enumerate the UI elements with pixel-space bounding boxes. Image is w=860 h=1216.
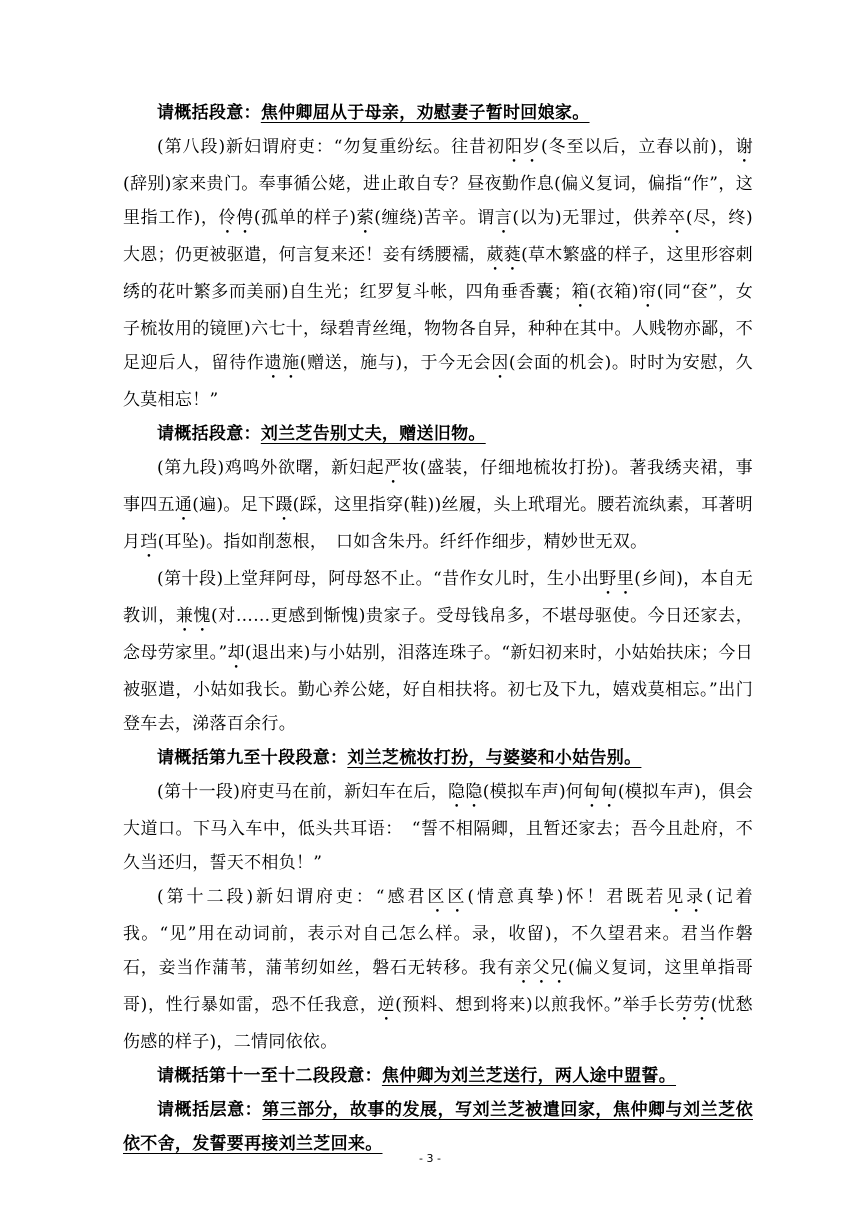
text-run: (辞别)家来贵门。奉事循公姥，进止敢自专？昼夜勤作息(偏义复词，偏指“作”，这里指工作)， xyxy=(123,174,753,228)
annotated-word: 见录 xyxy=(666,887,707,907)
text-run: (会面的机会)。时时为安慰，久久莫相忘！” xyxy=(123,353,753,410)
annotated-word: 卒 xyxy=(668,208,686,228)
text-run: (退出来)与小姑别，泪落连珠子。“新妇初来时，小姑始扶床；今日被驱遣，小姑如我长。勤心养公姥，好自相扶将。初七及下九，嬉戏莫相忘。”出门登车去，涕落百余行。 xyxy=(123,643,753,734)
text-run: (缠绕)苦辛。谓 xyxy=(374,208,495,228)
annotated-word: 因 xyxy=(491,353,509,373)
text-paragraph-section-10 xyxy=(123,562,753,741)
annotated-word: 言 xyxy=(494,208,513,228)
annotated-word: 劳劳 xyxy=(675,995,711,1015)
annotated-word: 野里 xyxy=(599,569,635,589)
text-run: 妆(盛装，仔细地梳妆打扮)。著我绣夹裙，事事四五 xyxy=(123,458,753,515)
prompt-answer: 焦仲卿为刘兰芝送行，两人途中盟誓。 xyxy=(381,1066,677,1086)
text-run: (记着我。“见”用在动词前，表示对自己怎么样。录，收留)，不久望君来。君当作磐石，妾当作蒲苇，蒲苇纫如丝，磐石无转移。我有 xyxy=(123,887,753,978)
summary-prompt xyxy=(123,417,753,451)
annotated-word: 隐隐 xyxy=(448,782,483,802)
annotated-word: 逆 xyxy=(377,995,396,1015)
summary-prompt xyxy=(123,1059,753,1093)
text-run: (乡间)，本自无教训， xyxy=(123,569,753,626)
annotated-word: 通 xyxy=(174,495,193,515)
annotated-word: 区区 xyxy=(427,887,468,907)
annotated-word: 伶俜 xyxy=(218,208,254,228)
annotated-word: 亲父兄 xyxy=(514,958,569,978)
text-run: (赠送，施与)，于今无会 xyxy=(299,353,492,373)
text-run: (模拟车声)何 xyxy=(482,782,584,802)
annotated-word: 阳岁 xyxy=(505,137,541,157)
summary-prompt xyxy=(123,96,753,130)
text-run: (衣箱) xyxy=(589,282,639,302)
text-run: (第十一段)府吏马在前，新妇车在后， xyxy=(157,782,449,802)
prompt-lead: 请概括段意： xyxy=(157,424,261,444)
text-run: (草木繁盛的样子，这里形容刺绣的花叶繁多而美丽)自生光；红罗复斗帐，四角垂香囊； xyxy=(123,245,753,302)
page-number: - 3 - xyxy=(419,1152,441,1165)
annotated-word: 萦 xyxy=(356,208,375,228)
document-body xyxy=(123,96,753,1161)
prompt-lead: 请概括第十一至十二段段意： xyxy=(157,1066,382,1086)
prompt-answer: 刘兰芝告别丈夫，赠送旧物。 xyxy=(260,424,486,444)
text-run: (情意真挚)怀！君既若 xyxy=(467,887,667,907)
annotated-word: 蹑 xyxy=(275,495,293,515)
text-run: (孤单的样子) xyxy=(253,208,357,228)
text-run: (对……更感到惭愧)贵家子。受母钱帛多，不堪母驱使。今日还家去，念母劳家里。” xyxy=(123,606,753,663)
text-run: (遍)。足下 xyxy=(192,495,276,515)
text-run: (以为)无罪过，供养 xyxy=(512,208,669,228)
prompt-lead: 请概括段意： xyxy=(157,103,261,123)
text-run: (第九段)鸡鸣外欲曙，新妇起 xyxy=(157,458,385,478)
text-run: (模拟车声)，俱会大道口。下马入车中，低头共耳语： “誓不相隔卿，且暂还家去；吾今且赴府，不久当还归，誓天不相负！” xyxy=(123,782,754,873)
prompt-answer: 刘兰芝梳妆打扮，与婆婆和小姑告别。 xyxy=(347,748,642,768)
text-run: (预料、想到将来)以煎我怀。”举手长 xyxy=(395,995,676,1015)
text-run: (踩，这里指穿(鞋))丝履，头上玳瑁光。腰若流纨素，耳著明月 xyxy=(123,495,753,552)
text-paragraph-section-8 xyxy=(123,130,753,417)
prompt-lead: 请概括第九至十段段意： xyxy=(157,748,348,768)
prompt-lead: 请概括层意： xyxy=(157,1100,263,1120)
annotated-word: 珰 xyxy=(140,532,158,552)
text-run: (第十二段)新妇谓府吏：“感君 xyxy=(157,887,428,907)
text-run: (冬至以后，立春以前)， xyxy=(540,137,736,157)
annotated-word: 谢 xyxy=(735,137,753,157)
text-run: (偏义复词，这里单指哥哥)，性行暴如雷，恐不任我意， xyxy=(123,958,753,1015)
annotated-word: 甸甸 xyxy=(583,782,618,802)
annotated-word: 严 xyxy=(384,458,403,478)
text-paragraph-section-11 xyxy=(123,775,753,880)
annotated-word: 帘 xyxy=(638,282,657,302)
summary-prompt-part xyxy=(123,1093,753,1161)
summary-prompt xyxy=(123,741,753,775)
text-run: (耳坠)。指如削葱根， 口如含朱丹。纤纤作细步，精妙世无双。 xyxy=(157,532,648,552)
text-paragraph-section-9 xyxy=(123,451,753,562)
annotated-word: 箱 xyxy=(571,282,590,302)
annotated-word: 葳蕤 xyxy=(486,245,522,265)
prompt-answer: 第三部分，故事的发展，写刘兰芝被遣回家，焦仲卿与刘兰芝依依不舍，发誓要再接刘兰芝回来。 xyxy=(123,1100,753,1154)
text-run: (忧愁伤感的样子)，二情同依依。 xyxy=(123,995,753,1052)
annotated-word: 遗施 xyxy=(264,353,300,373)
annotated-word: 兼愧 xyxy=(175,606,212,626)
text-run: (尽，终)大恩；仍更被驱遣，何言复来还！妾有绣腰襦， xyxy=(123,208,753,265)
text-paragraph-section-12 xyxy=(123,880,753,1059)
prompt-answer: 焦仲卿屈从于母亲，劝慰妻子暂时回娘家。 xyxy=(260,103,590,123)
text-run: (同“奁”，女子梳妆用的镜匣)六七十，绿碧青丝绳，物物各自异，种种在其中。人贱物亦鄙，不足迎后人，留待作 xyxy=(123,282,754,373)
text-run: (第十段)上堂拜阿母，阿母怒不止。“昔作女儿时，生小出 xyxy=(157,569,600,589)
annotated-word: 却 xyxy=(227,643,245,663)
text-run: (第八段)新妇谓府吏：“勿复重纷纭。往昔初 xyxy=(157,137,506,157)
